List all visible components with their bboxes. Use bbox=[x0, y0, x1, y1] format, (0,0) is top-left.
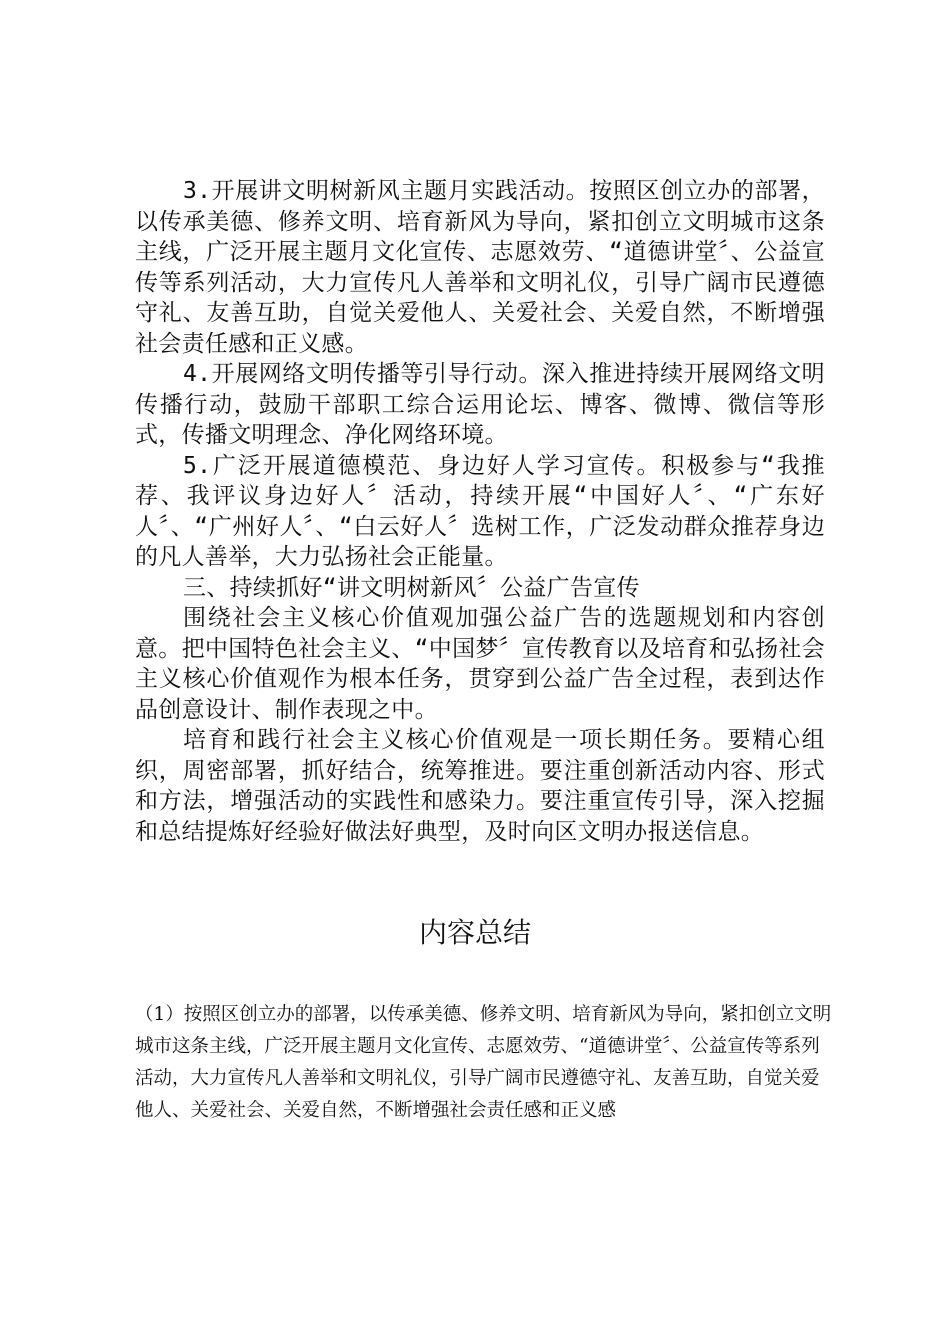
paragraph-conclusion: 培育和践行社会主义核心价值观是一项长期任务。要精心组织，周密部署，抓好结合，统筹推进。要注重创新活动内容、形式和方法，增强活动的实践性和感染力。要注重宣传引导，深入挖掘和总结提炼好经验好做法好典型，及时向区文明办报送信息。 bbox=[135, 727, 825, 845]
paragraph-item-4: 4.开展网络文明传播等引导行动。深入推进持续开展网络文明传播行动，鼓励干部职工综合运用论坛、博客、微博、微信等形式，传播文明理念、净化网络环境。 bbox=[135, 361, 825, 448]
summary-title: 内容总结 bbox=[418, 916, 531, 949]
document-body bbox=[135, 176, 825, 847]
paragraph-public-ads: 围绕社会主义核心价值观加强公益广告的选题规划和内容创意。把中国特色社会主义、“中国梦〞宣传教育以及培育和弘扬社会主义核心价值观作为根本任务，贯穿到公益广告全过程，表到达作品创意设计、制作表现之中。 bbox=[135, 605, 825, 723]
paragraph-item-5: 5.广泛开展道德模范、身边好人学习宣传。积极参与“我推荐、我评议身边好人〞活动，持续开展“中国好人〞、“广东好人〞、“广州好人〞、“白云好人〞选树工作，广泛发动群众推荐身边的凡人善举，大力弘扬社会正能量。 bbox=[135, 452, 825, 570]
summary-text: （1）按照区创立办的部署，以传承美德、修养文明、培育新风为导向，紧扣创立文明城市这条主线，广泛开展主题月文化宣传、志愿效劳、“道德讲堂〞、公益宣传等系列活动，大力宣传凡人善举和文明礼仪，引导广阔市民遵德守礼、友善互助，自觉关爱他人、关爱社会、关爱自然，不断增强社会责任感和正义感 bbox=[135, 1004, 832, 1121]
paragraph-item-3: 3.开展讲文明树新风主题月实践活动。按照区创立办的部署，以传承美德、修养文明、培育新风为导向，紧扣创立文明城市这条主线，广泛开展主题月文化宣传、志愿效劳、“道德讲堂〞、公益宣传等系列活动，大力宣传凡人善举和文明礼仪，引导广阔市民遵德守礼、友善互助，自觉关爱他人、关爱社会、关爱自然，不断增强社会责任感和正义感。 bbox=[135, 178, 825, 357]
section-heading-3: 三、持续抓好“讲文明树新风〞公益广告宣传 bbox=[183, 574, 640, 601]
